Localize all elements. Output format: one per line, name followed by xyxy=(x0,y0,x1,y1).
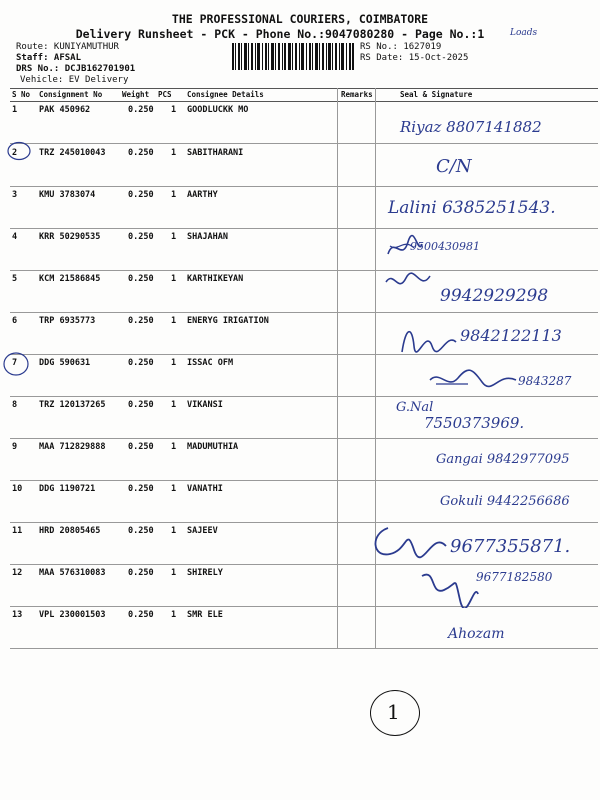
row-consignee: SHAJAHAN xyxy=(187,232,228,242)
row-pcs: 1 xyxy=(171,190,177,200)
handwritten-circle-7 xyxy=(2,350,30,378)
row-consignment: KMU 3783074 xyxy=(39,190,96,200)
table-row xyxy=(10,228,598,271)
footer-page-mark: 1 xyxy=(387,700,400,724)
row-weight: 0.250 xyxy=(128,148,154,158)
row-pcs: 1 xyxy=(171,610,177,620)
row-sno: 12 xyxy=(12,568,23,578)
row-sno: 3 xyxy=(12,190,18,200)
row-sno: 2 xyxy=(12,148,18,158)
row-consignment: DDG 590631 xyxy=(39,358,91,368)
row-sno: 10 xyxy=(12,484,23,494)
signature-row-11: 9677355871. xyxy=(450,536,571,557)
signature-row-5: 9942929298 xyxy=(440,286,549,306)
table-row xyxy=(10,606,598,649)
row-pcs: 1 xyxy=(171,232,177,242)
row-consignee: ISSAC OFM xyxy=(187,358,234,368)
col-pcs: PCS xyxy=(158,90,172,99)
row-pcs: 1 xyxy=(171,526,177,536)
vehicle-label: Vehicle: EV Delivery xyxy=(20,75,129,85)
signature-row-10: Gokuli 9442256686 xyxy=(440,494,570,509)
signature-row-12: 9677182580 xyxy=(476,570,553,584)
signature-scribble-row-11 xyxy=(368,520,448,562)
col-seal-signature: Seal & Signature xyxy=(400,90,473,99)
row-consignment: KCM 21586845 xyxy=(39,274,101,284)
row-weight: 0.250 xyxy=(128,526,154,536)
row-consignment: MAA 712829888 xyxy=(39,442,106,452)
row-sno: 4 xyxy=(12,232,18,242)
signature-row-8-phone: 7550373969. xyxy=(424,414,525,432)
row-consignment: MAA 576310083 xyxy=(39,568,106,578)
staff-label: Staff: AFSAL xyxy=(16,53,82,63)
row-consignment: TRZ 245010043 xyxy=(39,148,106,158)
row-consignee: MADUMUTHIA xyxy=(187,442,239,452)
row-sno: 13 xyxy=(12,610,23,620)
rs-number: RS No.: 1627019 xyxy=(360,42,442,52)
col-sno: S No xyxy=(12,90,31,99)
row-consignment: KRR 50290535 xyxy=(39,232,101,242)
signature-row-4: 9500430981 xyxy=(410,240,480,253)
row-consignee: ENERYG IRIGATION xyxy=(187,316,269,326)
row-sno: 11 xyxy=(12,526,23,536)
row-pcs: 1 xyxy=(171,358,177,368)
barcode xyxy=(232,43,354,70)
row-pcs: 1 xyxy=(171,274,177,284)
row-consignee: VIKANSI xyxy=(187,400,223,410)
row-weight: 0.250 xyxy=(128,610,154,620)
route-label: Route: KUNIYAMUTHUR xyxy=(16,42,119,52)
signature-row-7: 9843287 xyxy=(518,374,572,388)
row-pcs: 1 xyxy=(171,568,177,578)
row-sno: 8 xyxy=(12,400,18,410)
table-header xyxy=(10,88,598,102)
row-sno: 1 xyxy=(12,105,18,115)
row-consignee: VANATHI xyxy=(187,484,223,494)
signature-row-8-name: G.Nal xyxy=(396,400,434,415)
col-remarks: Remarks xyxy=(341,90,373,99)
row-weight: 0.250 xyxy=(128,274,154,284)
signature-scribble-row-5 xyxy=(384,268,434,298)
row-consignee: GOODLUCKK MO xyxy=(187,105,249,115)
row-pcs: 1 xyxy=(171,105,177,115)
signature-scribble-row-12 xyxy=(416,566,480,608)
row-pcs: 1 xyxy=(171,442,177,452)
row-weight: 0.250 xyxy=(128,484,154,494)
row-consignment: TRZ 120137265 xyxy=(39,400,106,410)
row-weight: 0.250 xyxy=(128,232,154,242)
row-pcs: 1 xyxy=(171,316,177,326)
row-weight: 0.250 xyxy=(128,400,154,410)
row-pcs: 1 xyxy=(171,484,177,494)
signature-scribble-row-6 xyxy=(398,322,458,356)
company-title: THE PROFESSIONAL COURIERS, COIMBATORE xyxy=(171,12,429,26)
handwritten-circle-2 xyxy=(6,140,32,162)
signature-row-6: 9842122113 xyxy=(460,326,562,345)
row-pcs: 1 xyxy=(171,148,177,158)
row-consignment: VPL 230001503 xyxy=(39,610,106,620)
row-consignment: PAK 450962 xyxy=(39,105,91,115)
drs-label: DRS No.: DCJB162701901 xyxy=(16,64,136,74)
row-consignment: HRD 20805465 xyxy=(39,526,101,536)
col-consignment: Consignment No xyxy=(39,90,103,99)
signature-row-9: Gangai 9842977095 xyxy=(436,452,570,467)
signature-row-3: Lalini 6385251543. xyxy=(388,198,556,218)
row-sno: 5 xyxy=(12,274,18,284)
runsheet-title: Delivery Runsheet - PCK - Phone No.:9047080280 - Page No.:1 xyxy=(75,27,485,41)
col-weight: Weight xyxy=(122,90,150,99)
row-consignee: SMR ELE xyxy=(187,610,223,620)
row-consignee: KARTHIKEYAN xyxy=(187,274,244,284)
col-consignee: Consignee Details xyxy=(187,90,264,99)
row-consignee: SAJEEV xyxy=(187,526,218,536)
rs-date: RS Date: 15-Oct-2025 xyxy=(360,53,469,63)
row-weight: 0.250 xyxy=(128,442,154,452)
row-consignment: TRP 6935773 xyxy=(39,316,96,326)
row-weight: 0.250 xyxy=(128,316,154,326)
row-weight: 0.250 xyxy=(128,358,154,368)
signature-row-13: Ahozam xyxy=(448,626,505,642)
row-pcs: 1 xyxy=(171,400,177,410)
table-row xyxy=(10,144,598,187)
row-consignee: AARTHY xyxy=(187,190,218,200)
row-consignee: SHIRELY xyxy=(187,568,223,578)
row-consignment: DDG 1190721 xyxy=(39,484,96,494)
row-sno: 9 xyxy=(12,442,18,452)
row-weight: 0.250 xyxy=(128,568,154,578)
row-weight: 0.250 xyxy=(128,190,154,200)
corner-handwritten-note: Loads xyxy=(510,28,538,38)
row-consignee: SABITHARANI xyxy=(187,148,244,158)
row-sno: 6 xyxy=(12,316,18,326)
row-weight: 0.250 xyxy=(128,105,154,115)
row-sno: 7 xyxy=(12,358,18,368)
signature-row-1: Riyaz 8807141882 xyxy=(400,118,542,136)
signature-row-2: C/N xyxy=(436,156,472,177)
signature-scribble-row-7 xyxy=(428,366,518,392)
